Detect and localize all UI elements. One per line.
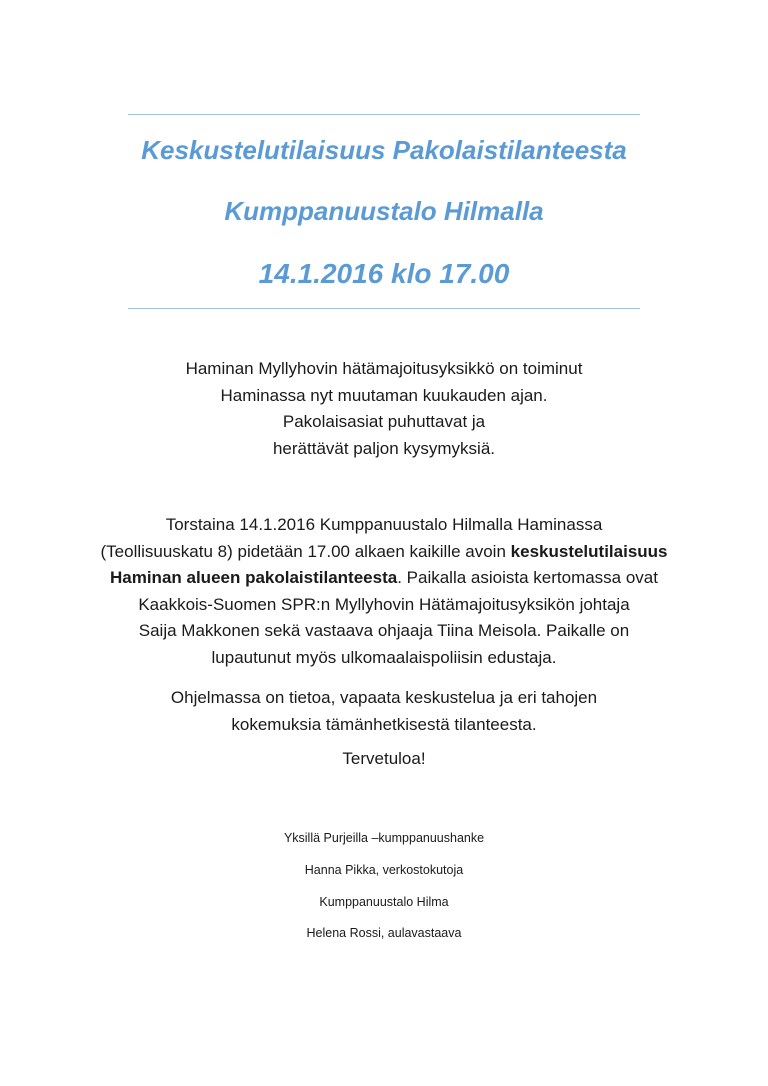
signature-project: Yksillä Purjeilla –kumppanuushanke — [283, 831, 485, 845]
program-line: kokemuksia tämänhetkisestä tilanteesta. — [231, 714, 537, 734]
details-paragraph — [40, 512, 728, 671]
program-line: Ohjelmassa on tietoa, vapaata keskustelua ja eri tahojen — [170, 688, 598, 707]
signature-organization: Kumppanuustalo Hilma — [319, 895, 449, 909]
details-line — [40, 565, 728, 592]
details-line: Torstaina 14.1.2016 Kumppanuustalo Hilmalla Haminassa — [165, 515, 603, 534]
event-title: Keskustelutilaisuus Pakolaistilanteesta — [141, 135, 627, 165]
intro-line: herättävät paljon kysymyksiä. — [272, 438, 496, 458]
bottom-divider — [128, 308, 640, 309]
details-line — [40, 539, 728, 566]
event-datetime: 14.1.2016 klo 17.00 — [258, 258, 510, 289]
welcome-line: Tervetuloa! — [342, 749, 426, 768]
details-text: (Teollisuuskatu 8) pidetään 17.00 alkaen kaikille avoin — [100, 541, 511, 561]
details-line: Saija Makkonen sekä vastaava ohjaaja Tiina Meisola. Paikalle on — [138, 621, 630, 640]
intro-line: Haminan Myllyhovin hätämajoitusyksikkö on toiminut — [185, 359, 583, 378]
intro-paragraph — [40, 356, 728, 462]
signature-person-1: Hanna Pikka, verkostokutoja — [304, 863, 464, 877]
details-emphasis: Haminan alueen pakolaistilanteesta — [109, 568, 398, 587]
event-venue: Kumppanuustalo Hilmalla — [224, 196, 544, 226]
intro-line: Pakolaisasiat puhuttavat ja — [282, 412, 486, 431]
details-line: lupautunut myös ulkomaalaispoliisin edustaja. — [211, 647, 557, 667]
intro-line: Haminassa nyt muutaman kuukauden ajan. — [220, 385, 548, 405]
signature-person-2: Helena Rossi, aulavastaava — [306, 926, 462, 940]
top-divider — [128, 114, 640, 115]
welcome-text — [40, 746, 728, 773]
details-text: . Paikalla asioista kertomassa ovat — [397, 568, 658, 587]
details-line: Kaakkois-Suomen SPR:n Myllyhovin Hätämajoitusyksikön johtaja — [138, 594, 630, 614]
program-paragraph — [40, 685, 728, 738]
details-emphasis: keskustelutilaisuus — [510, 541, 668, 561]
